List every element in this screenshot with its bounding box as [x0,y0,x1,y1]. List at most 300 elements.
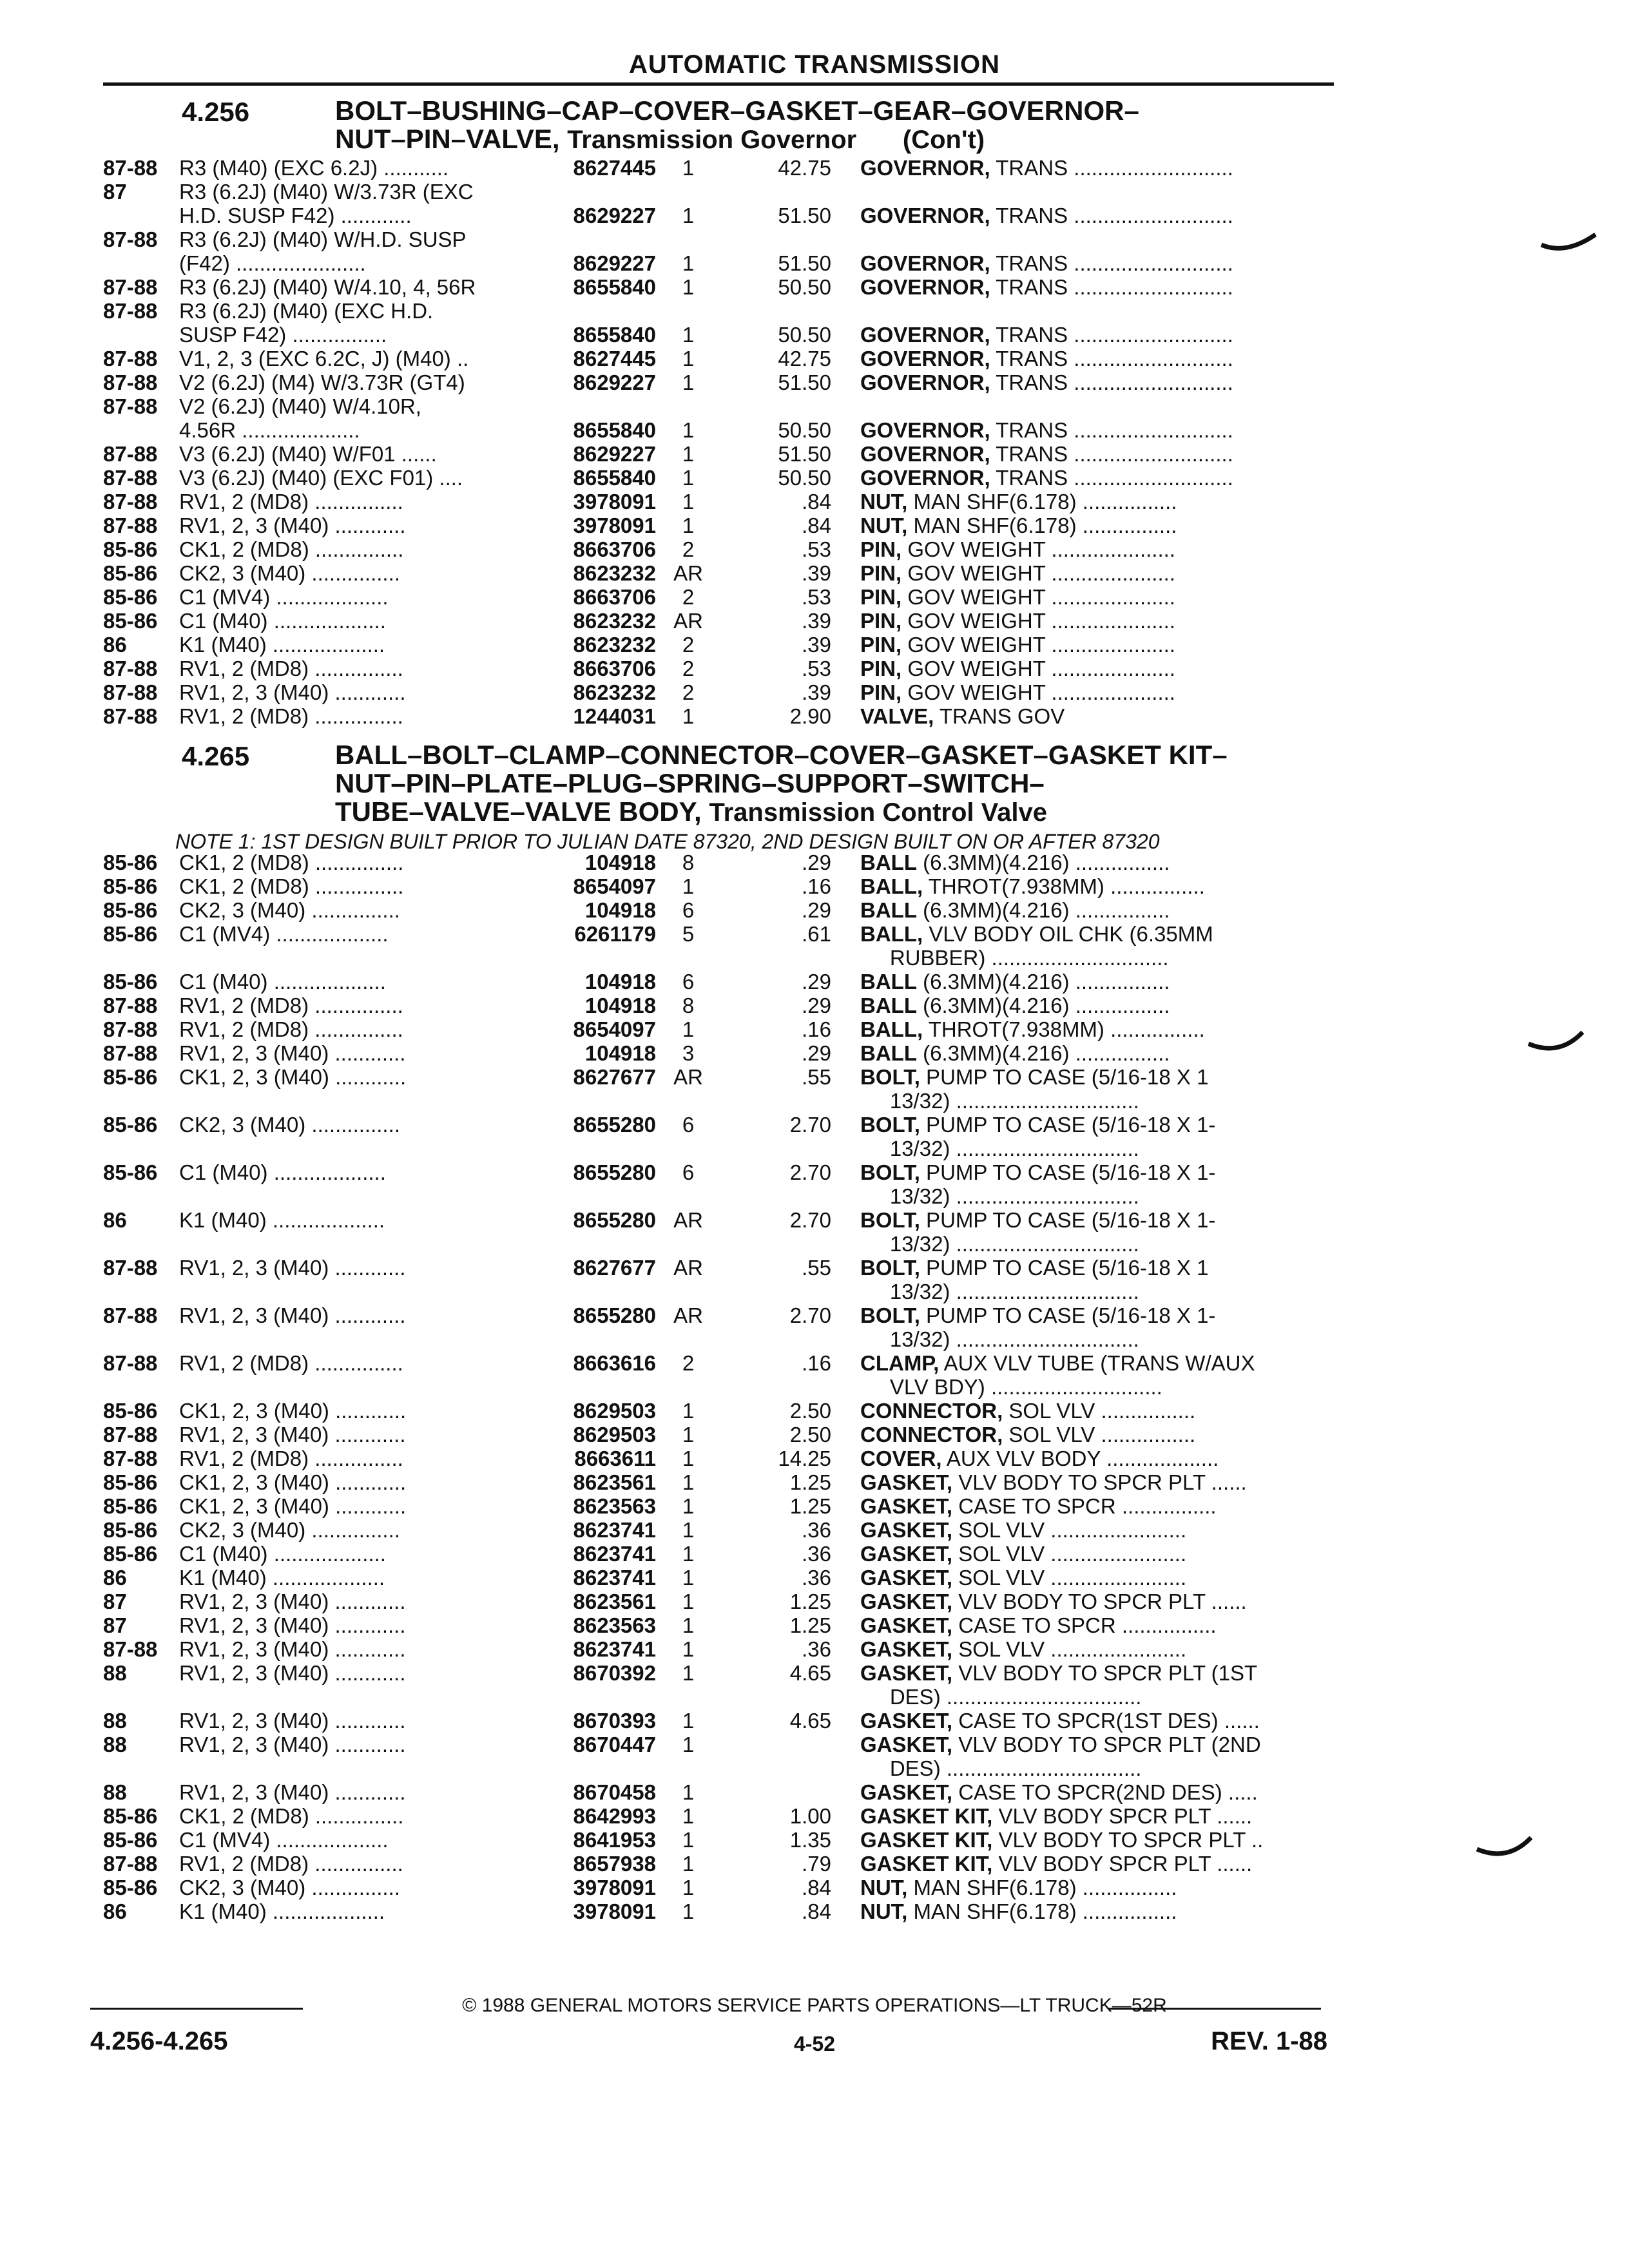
description-name: BOLT, [860,1113,920,1137]
description-detail: MAN SHF(6.178) ................ [907,1876,1177,1899]
part-number: 6261179 [574,922,656,946]
price: 50.50 [778,323,831,347]
quantity: AR [673,1065,703,1089]
model-year: 85-86 [103,1160,158,1184]
description [860,156,1324,180]
application: V3 (6.2J) (M40) W/F01 ...... [179,442,437,466]
quantity: 1 [682,347,695,370]
price: .29 [802,994,831,1017]
price: 42.75 [778,347,831,370]
quantity: 1 [682,1494,695,1518]
description [860,1899,1324,1923]
model-year: 85-86 [103,970,158,994]
description [860,1160,1324,1184]
description [860,850,1324,874]
table-row [0,1685,1629,1709]
application: RV1, 2, 3 (M40) ............ [179,680,406,704]
description-detail: VLV BODY TO SPCR PLT (1ST [952,1661,1258,1685]
description-detail: SOL VLV ....................... [952,1637,1187,1661]
table-row [0,922,1629,946]
footer-section-range: 4.256-4.265 [90,2027,228,2055]
table-row [0,1518,1629,1542]
part-number: 8623563 [573,1613,656,1637]
part-number: 8629227 [573,204,656,227]
section-2-table [0,850,1629,1923]
price: 2.50 [789,1423,831,1446]
description-name: GASKET, [860,1733,953,1756]
application: RV1, 2, 3 (M40) ............ [179,1423,406,1446]
part-number: 8654097 [573,874,656,898]
description [860,922,1324,946]
description-name: GASKET, [860,1590,953,1613]
section-2-title [335,741,1315,827]
description-detail: GOV WEIGHT ..................... [901,680,1175,704]
model-year: 87-88 [103,1446,158,1470]
description-name: CLAMP, [860,1351,940,1375]
section-2-title-line1: BALL–BOLT–CLAMP–CONNECTOR–COVER–GASKET–GASKET KIT– [335,740,1228,770]
quantity: 1 [682,1733,695,1756]
quantity: 1 [682,442,695,466]
footer-copyright: © 1988 GENERAL MOTORS SERVICE PARTS OPERATIONS—LT TRUCK—52R [462,1995,1167,2016]
margin-check-mark [1540,232,1598,258]
part-number: 8642993 [573,1804,656,1828]
model-year: 87-88 [103,1637,158,1661]
model-year: 85-86 [103,874,158,898]
part-number: 8670392 [573,1661,656,1685]
table-row [0,1017,1629,1041]
part-number: 8657938 [573,1852,656,1876]
description-detail: VLV BDY) ............................. [860,1375,1162,1399]
section-1-title-line1: BOLT–BUSHING–CAP–COVER–GASKET–GEAR–GOVERNOR– [335,95,1139,126]
part-number: 8654097 [573,1017,656,1041]
table-row [0,657,1629,680]
application: (F42) ...................... [179,251,366,275]
table-row [0,898,1629,922]
price: .36 [802,1518,831,1542]
description-detail: (6.3MM)(4.216) ................ [916,1041,1170,1065]
model-year: 85-86 [103,1470,158,1494]
price: 4.65 [789,1661,831,1685]
model-year: 87-88 [103,1351,158,1375]
application: RV1, 2, 3 (M40) ............ [179,1256,406,1280]
part-number: 104918 [584,1041,656,1065]
model-year: 85-86 [103,1542,158,1566]
description-name: GASKET, [860,1709,953,1733]
description [860,1280,1324,1303]
price: 51.50 [778,204,831,227]
quantity: 3 [682,1041,695,1065]
description [860,1351,1324,1375]
part-number: 8623741 [573,1518,656,1542]
table-row [0,850,1629,874]
application: 4.56R .................... [179,418,360,442]
description-name: GASKET, [860,1661,953,1685]
application: RV1, 2, 3 (M40) ............ [179,1780,406,1804]
description [860,1828,1324,1852]
description [860,1637,1324,1661]
application: RV1, 2 (MD8) ............... [179,1351,403,1375]
table-row [0,370,1629,394]
price: .55 [802,1065,831,1089]
price: 2.70 [789,1208,831,1232]
price: 2.70 [789,1303,831,1327]
description-name: NUT, [860,490,908,514]
application: RV1, 2 (MD8) ............... [179,1852,403,1876]
table-row [0,1613,1629,1637]
quantity: 6 [682,970,695,994]
table-row [0,490,1629,514]
description-detail: THROT(7.938MM) ................ [923,1017,1205,1041]
part-number: 8670447 [573,1733,656,1756]
section-1-subtitle: Transmission Governor [567,126,857,154]
description [860,946,1324,970]
description-detail: SOL VLV ....................... [952,1518,1187,1542]
description-name: PIN, [860,537,902,561]
application: RV1, 2 (MD8) ............... [179,1017,403,1041]
part-number: 8627445 [573,347,656,370]
table-row [0,1542,1629,1566]
price: 2.50 [789,1399,831,1423]
price: 51.50 [778,370,831,394]
application: V2 (6.2J) (M40) W/4.10R, [179,394,421,418]
description [860,251,1324,275]
description-detail: VLV BODY SPCR PLT ...... [992,1804,1253,1828]
part-number: 104918 [584,970,656,994]
price: 1.25 [789,1494,831,1518]
description [860,1709,1324,1733]
model-year: 87-88 [103,1017,158,1041]
price: .29 [802,850,831,874]
application: V1, 2, 3 (EXC 6.2C, J) (M40) .. [179,347,469,370]
description-detail: 13/32) ............................... [860,1184,1139,1208]
description-name: BALL, [860,1017,923,1041]
quantity: 1 [682,1709,695,1733]
model-year: 87-88 [103,680,158,704]
description-detail: TRANS ........................... [990,418,1233,442]
application: K1 (M40) ................... [179,1566,385,1590]
table-row [0,1041,1629,1065]
part-number: 8623232 [573,680,656,704]
price: 50.50 [778,275,831,299]
description [860,609,1324,633]
model-year: 85-86 [103,561,158,585]
model-year: 87-88 [103,275,158,299]
part-number: 8623741 [573,1566,656,1590]
description-name: GASKET, [860,1566,953,1590]
description [860,537,1324,561]
table-row [0,251,1629,275]
price: 1.25 [789,1470,831,1494]
price: .29 [802,970,831,994]
description-detail: SOL VLV ................ [1003,1423,1196,1446]
part-number: 8670458 [573,1780,656,1804]
quantity: 1 [682,514,695,537]
model-year: 86 [103,1899,127,1923]
application: RV1, 2, 3 (M40) ............ [179,1709,406,1733]
description [860,1065,1324,1089]
description-name: NUT, [860,1876,908,1899]
description-detail: TRANS ........................... [990,442,1233,466]
model-year: 88 [103,1733,127,1756]
model-year: 87-88 [103,466,158,490]
part-number: 8663706 [573,657,656,680]
price: .36 [802,1637,831,1661]
model-year: 85-86 [103,1494,158,1518]
quantity: 5 [682,922,695,946]
table-row [0,1208,1629,1232]
description-detail: CASE TO SPCR ................ [952,1494,1217,1518]
model-year: 85-86 [103,609,158,633]
description-name: GOVERNOR, [860,156,990,180]
description-detail: VLV BODY TO SPCR PLT ...... [952,1590,1247,1613]
application: C1 (MV4) ................... [179,922,389,946]
model-year: 87-88 [103,227,158,251]
description-detail: VLV BODY TO SPCR PLT (2ND [952,1733,1261,1756]
description-name: GOVERNOR, [860,418,990,442]
description [860,970,1324,994]
table-row [0,1375,1629,1399]
application: CK1, 2, 3 (M40) ............ [179,1399,407,1423]
description-name: GASKET KIT, [860,1828,993,1852]
model-year: 87-88 [103,1852,158,1876]
application: RV1, 2, 3 (M40) ............ [179,1613,406,1637]
description-detail: VLV BODY TO SPCR PLT ...... [952,1470,1247,1494]
description-name: PIN, [860,585,902,609]
description-name: NUT, [860,1899,908,1923]
application: CK2, 3 (M40) ............... [179,561,400,585]
description-name: GOVERNOR, [860,251,990,275]
model-year: 87 [103,1590,127,1613]
description [860,1113,1324,1137]
table-row [0,1089,1629,1113]
application: K1 (M40) ................... [179,1208,385,1232]
table-row [0,1804,1629,1828]
description [860,898,1324,922]
description-name: BALL, [860,874,923,898]
description-name: GOVERNOR, [860,323,990,347]
table-row [0,1899,1629,1923]
description [860,1876,1324,1899]
table-row [0,347,1629,370]
price: 14.25 [778,1446,831,1470]
description-detail: TRANS ........................... [990,275,1233,299]
description-detail: 13/32) ............................... [860,1089,1139,1113]
description [860,704,1324,728]
price: .84 [802,1899,831,1923]
description-detail: (6.3MM)(4.216) ................ [916,970,1170,994]
model-year: 85-86 [103,898,158,922]
part-number: 3978091 [573,490,656,514]
part-number: 8623561 [573,1590,656,1613]
application: V2 (6.2J) (M4) W/3.73R (GT4) [179,370,465,394]
part-number: 8623232 [573,633,656,657]
description-detail: SOL VLV ....................... [952,1542,1187,1566]
price: 50.50 [778,418,831,442]
table-row [0,1590,1629,1613]
section-1-title [335,97,1315,154]
application: RV1, 2, 3 (M40) ............ [179,1041,406,1065]
model-year: 87 [103,1613,127,1637]
part-number: 8655280 [573,1160,656,1184]
description-detail: VLV BODY SPCR PLT ...... [992,1852,1253,1876]
price: .39 [802,609,831,633]
part-number: 8623232 [573,561,656,585]
description [860,1303,1324,1327]
model-year: 87 [103,180,127,204]
description-detail: TRANS ........................... [990,156,1233,180]
description [860,1518,1324,1542]
quantity: 1 [682,1876,695,1899]
quantity: 1 [682,1804,695,1828]
part-number: 8655840 [573,418,656,442]
model-year: 86 [103,633,127,657]
table-row [0,180,1629,204]
description [860,442,1324,466]
price: .84 [802,1876,831,1899]
table-row [0,1470,1629,1494]
application: CK2, 3 (M40) ............... [179,898,400,922]
description-detail: MAN SHF(6.178) ................ [907,1899,1177,1923]
quantity: 1 [682,704,695,728]
model-year: 86 [103,1566,127,1590]
description [860,1804,1324,1828]
model-year: 87-88 [103,394,158,418]
part-number: 8629503 [573,1399,656,1423]
application: C1 (M40) ................... [179,1542,386,1566]
application: RV1, 2, 3 (M40) ............ [179,1590,406,1613]
price: .53 [802,657,831,680]
quantity: 2 [682,1351,695,1375]
price: .55 [802,1256,831,1280]
table-row [0,1661,1629,1685]
quantity: 1 [682,156,695,180]
description [860,1184,1324,1208]
description [860,275,1324,299]
table-row [0,1303,1629,1327]
description [860,1780,1324,1804]
price: .29 [802,898,831,922]
quantity: 1 [682,1852,695,1876]
section-1-table [0,156,1629,728]
description-name: GASKET, [860,1470,953,1494]
price: .39 [802,680,831,704]
table-row [0,1852,1629,1876]
description-name: GASKET, [860,1780,953,1804]
price: .16 [802,1351,831,1375]
quantity: 1 [682,1637,695,1661]
quantity: 1 [682,1518,695,1542]
table-row [0,1160,1629,1184]
description-detail: SOL VLV ....................... [952,1566,1187,1590]
model-year: 85-86 [103,1113,158,1137]
description-name: GOVERNOR, [860,347,990,370]
footer-page-number: 4-52 [793,2032,836,2055]
quantity: 1 [682,1542,695,1566]
price: 4.65 [789,1709,831,1733]
description [860,1089,1324,1113]
application: CK1, 2 (MD8) ............... [179,874,404,898]
application: H.D. SUSP F42) ............ [179,204,412,227]
part-number: 3978091 [573,1899,656,1923]
model-year: 85-86 [103,1065,158,1089]
application: C1 (M40) ................... [179,1160,386,1184]
description-detail: GOV WEIGHT ..................... [901,633,1175,657]
description-detail: CASE TO SPCR(2ND DES) ..... [952,1780,1258,1804]
quantity: AR [673,1303,703,1327]
application: RV1, 2 (MD8) ............... [179,704,403,728]
table-row [0,1828,1629,1852]
table-row [0,1637,1629,1661]
model-year: 87-88 [103,490,158,514]
part-number: 104918 [584,898,656,922]
quantity: 1 [682,1828,695,1852]
part-number: 8627677 [573,1256,656,1280]
description-name: PIN, [860,561,902,585]
description-detail: SOL VLV ................ [1003,1399,1196,1423]
description-name: VALVE, [860,704,934,728]
quantity: 6 [682,1113,695,1137]
price: .79 [802,1852,831,1876]
description [860,1137,1324,1160]
application: SUSP F42) ................ [179,323,387,347]
description [860,994,1324,1017]
description-detail: MAN SHF(6.178) ................ [907,514,1177,537]
table-row [0,394,1629,418]
price: .29 [802,1041,831,1065]
table-row [0,156,1629,180]
part-number: 8629227 [573,251,656,275]
application: C1 (M40) ................... [179,970,386,994]
description [860,347,1324,370]
quantity: 1 [682,1661,695,1685]
description-detail: AUX VLV BODY ................... [941,1446,1219,1470]
table-row [0,442,1629,466]
table-row [0,970,1629,994]
table-row [0,1184,1629,1208]
quantity: 2 [682,585,695,609]
model-year: 87-88 [103,657,158,680]
part-number: 8623232 [573,609,656,633]
quantity: AR [673,1256,703,1280]
table-row [0,1733,1629,1756]
quantity: 1 [682,1590,695,1613]
header-rule [103,82,1334,86]
description-name: GOVERNOR, [860,204,990,227]
description [860,1017,1324,1041]
description-detail: (6.3MM)(4.216) ................ [916,994,1170,1017]
price: 2.90 [789,704,831,728]
application: CK1, 2 (MD8) ............... [179,850,404,874]
table-row [0,633,1629,657]
section-2-title-line2: NUT–PIN–PLATE–PLUG–SPRING–SUPPORT–SWITCH– [335,768,1045,798]
description [860,1423,1324,1446]
application: C1 (MV4) ................... [179,585,389,609]
description-detail: 13/32) ............................... [860,1232,1139,1256]
model-year: 88 [103,1661,127,1685]
description [860,204,1324,227]
description-detail: PUMP TO CASE (5/16-18 X 1- [920,1160,1216,1184]
quantity: 1 [682,204,695,227]
description-detail: 13/32) ............................... [860,1280,1139,1303]
quantity: 6 [682,1160,695,1184]
description [860,1661,1324,1685]
description-detail: 13/32) ............................... [860,1137,1139,1160]
quantity: 1 [682,1613,695,1637]
description-detail: GOV WEIGHT ..................... [901,537,1175,561]
description [860,1208,1324,1232]
part-number: 104918 [584,850,656,874]
description-detail: AUX VLV TUBE (TRANS W/AUX [939,1351,1255,1375]
